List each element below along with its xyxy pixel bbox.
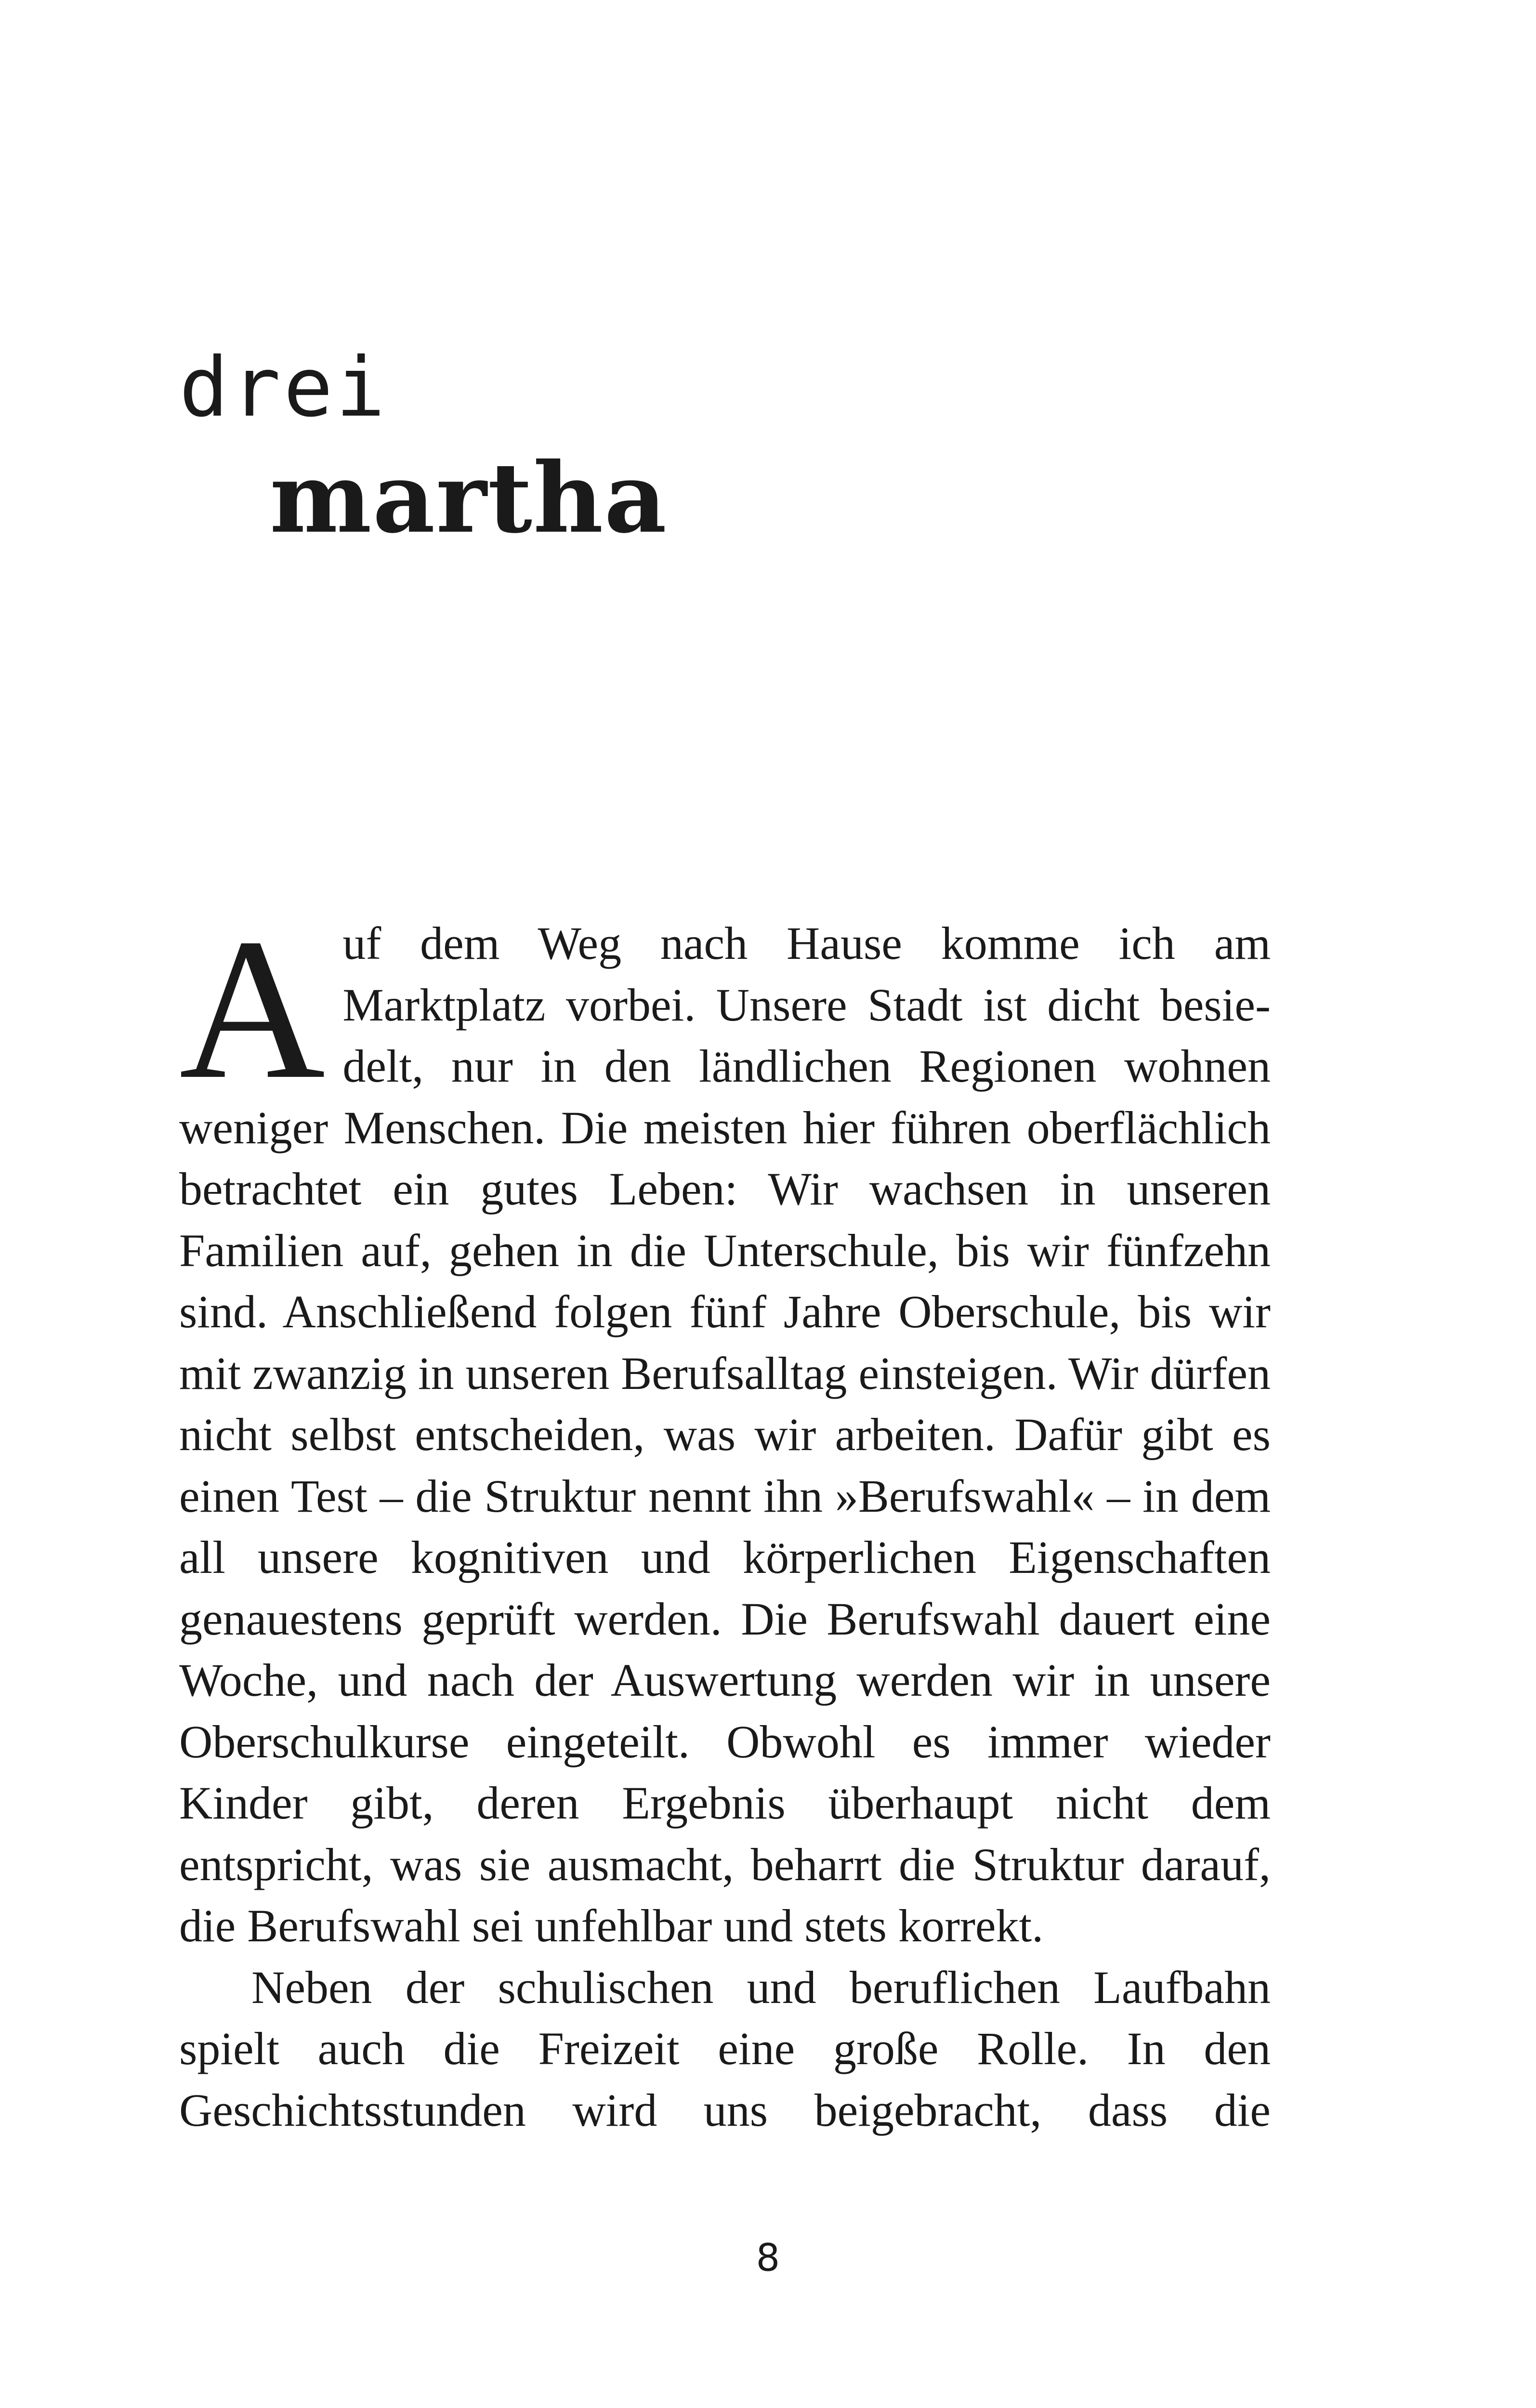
page-number: 8 bbox=[756, 2237, 780, 2280]
paragraph-1 bbox=[179, 897, 1271, 1957]
chapter-number: drei bbox=[179, 340, 388, 435]
drop-cap: A bbox=[179, 897, 326, 1121]
paragraph-1-text: uf dem Weg nach Hause komme ich am Marktplatz vorbei. Unsere Stadt ist dicht besiedelt, nur in den ländlichen Regionen wohnen weniger Menschen. Die meisten hier führen oberflächlich betrachtet ein gutes Leben: Wir wachsen in unseren Familien auf, gehen in die Unterschule, bis wir fünfzehn sind. Anschließend folgen fünf Jahre Oberschule, bis wir mit zwanzig in unseren Berufsalltag einsteigen. Wir dürfen nicht selbst entscheiden, was wir arbeiten. Dafür gibt es einen Test – die Struktur nennt ihn »Berufswahl« – in dem all unsere kognitiven und körperlichen Eigenschaften genauestens geprüft werden. Die Berufswahl dauert eine Woche, und nach der Auswertung werden wir in unsere Oberschulkurse eingeteilt. Obwohl es immer wieder Kinder gibt, deren Ergebnis überhaupt nicht dem entspricht, was sie ausmacht, beharrt die Struktur darauf, die Berufswahl sei unfehlbar und stets korrekt. bbox=[179, 917, 1271, 1951]
paragraph-2: Neben der schulischen und beruflichen Laufbahn spielt auch die Freizeit eine große Rolle. In den Geschichtsstunden wird uns beigebracht, dass die bbox=[179, 1961, 1271, 2136]
chapter-title: martha bbox=[270, 442, 668, 555]
body-text bbox=[179, 897, 1271, 2141]
